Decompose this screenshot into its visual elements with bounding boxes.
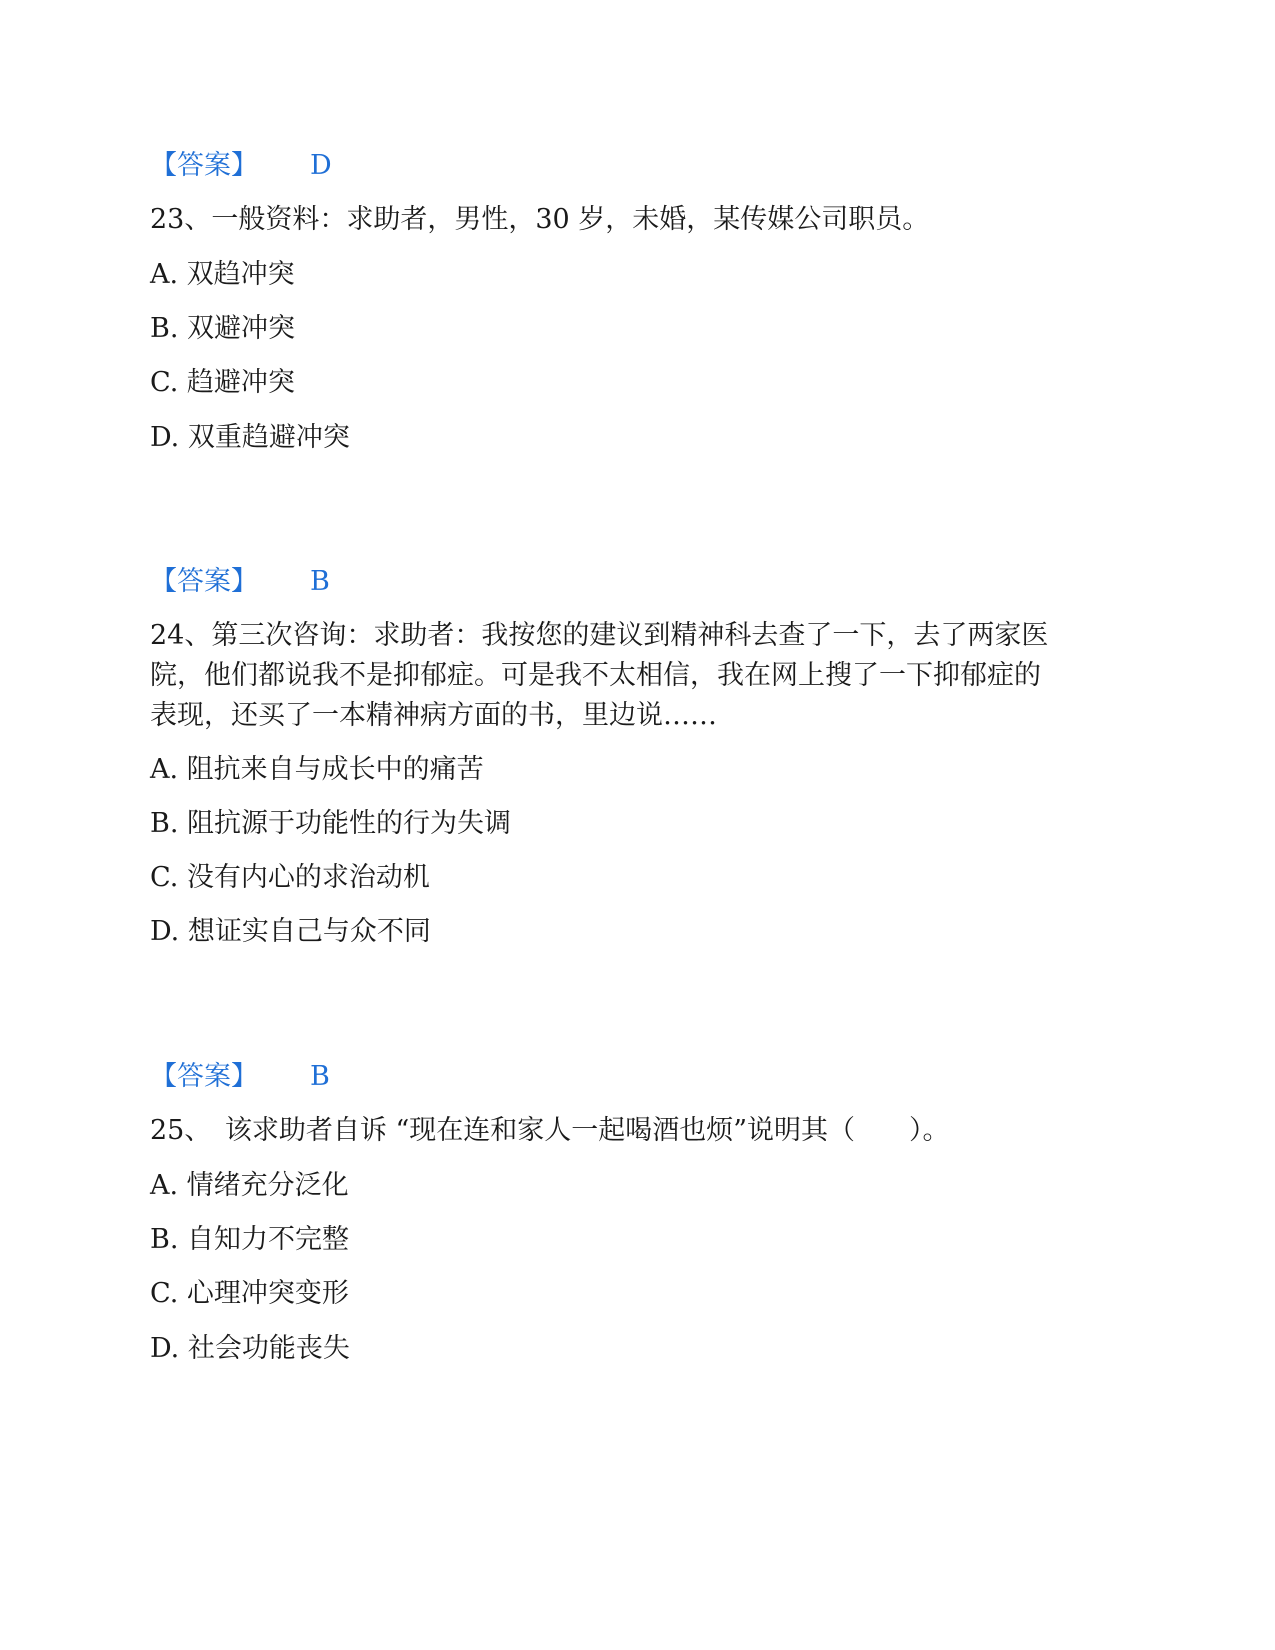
answer-value: D	[310, 150, 332, 181]
question-text-line-3: 表现，还买了一本精神病方面的书，里边说……	[150, 700, 717, 731]
option-c: C. 没有内心的求治动机	[150, 862, 430, 893]
option-c: C. 心理冲突变形	[150, 1278, 349, 1309]
question-text-line-2: 院，他们都说我不是抑郁症。可是我不太相信，我在网上搜了一下抑郁症的	[150, 660, 1041, 691]
option-d: D. 双重趋避冲突	[150, 422, 350, 453]
question-text-line-1: 24、第三次咨询：求助者：我按您的建议到精神科去查了一下，去了两家医	[150, 620, 1049, 651]
answer-label: 【答案】	[150, 1061, 258, 1092]
option-d: D. 社会功能丧失	[150, 1333, 350, 1364]
option-c: C. 趋避冲突	[150, 367, 295, 398]
answer-line	[150, 1057, 330, 1097]
question-text: 23、一般资料：求助者，男性，30 岁，未婚，某传媒公司职员。	[150, 204, 930, 235]
option-a: A. 情绪充分泛化	[150, 1170, 349, 1201]
option-d: D. 想证实自己与众不同	[150, 916, 431, 947]
option-a: A. 阻抗来自与成长中的痛苦	[150, 754, 484, 785]
option-b: B. 阻抗源于功能性的行为失调	[150, 808, 512, 839]
answer-value: B	[310, 566, 330, 597]
answer-label: 【答案】	[150, 150, 258, 181]
answer-line	[150, 562, 330, 602]
option-a: A. 双趋冲突	[150, 259, 295, 290]
option-b: B. 自知力不完整	[150, 1224, 350, 1255]
answer-line	[150, 146, 332, 186]
answer-value: B	[310, 1061, 330, 1092]
answer-label: 【答案】	[150, 566, 258, 597]
question-text: 25、 该求助者自诉 “现在连和家人一起喝酒也烦”说明其（ ）。	[150, 1115, 950, 1146]
option-b: B. 双避冲突	[150, 313, 296, 344]
